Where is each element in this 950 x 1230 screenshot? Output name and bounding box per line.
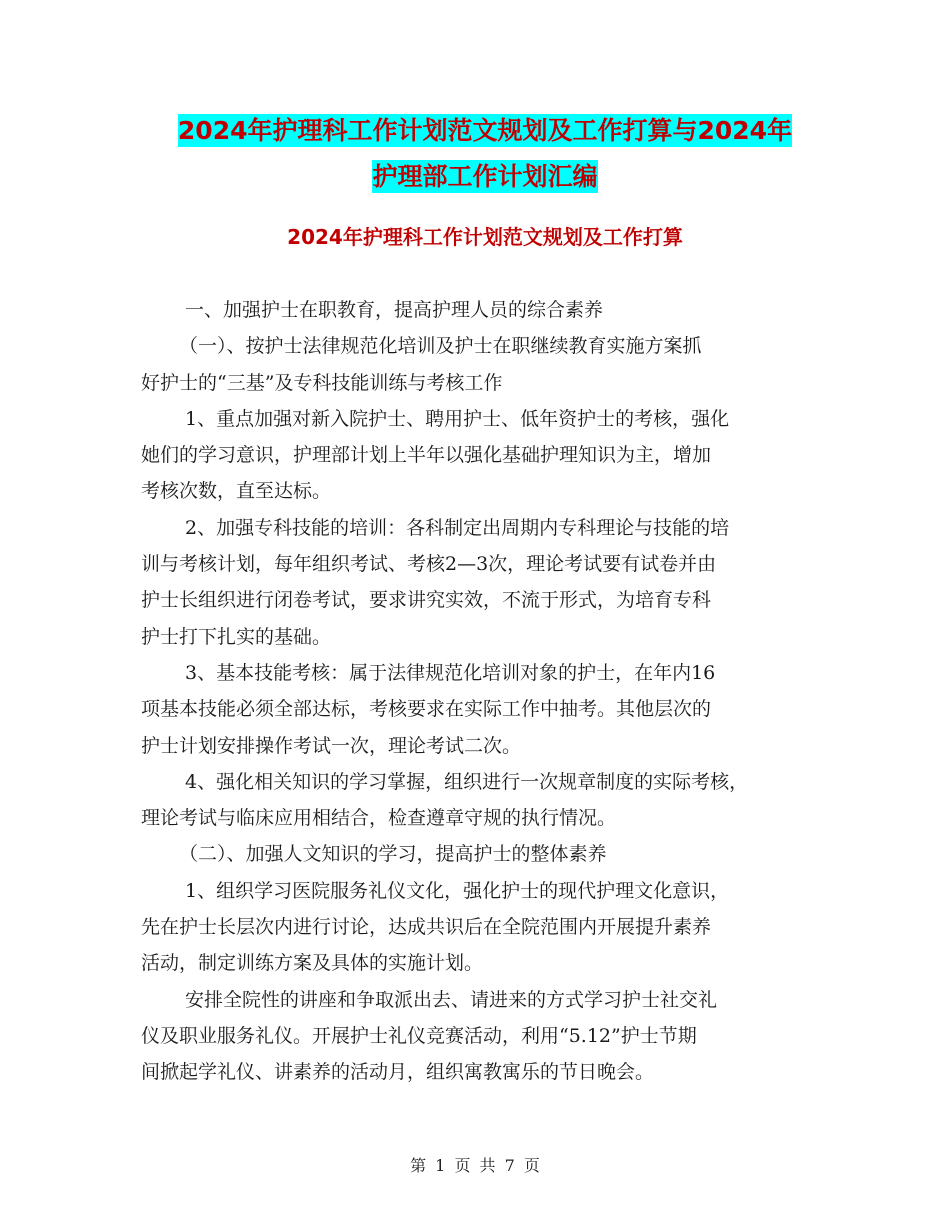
text-line: 间掀起学礼仪、讲素养的活动月，组织寓教寓乐的节日晚会。 [141,1061,655,1084]
text-line: 理论考试与临床应用相结合，检查遵章守规的执行情况。 [141,807,617,830]
text-line: （一）、按护士法律规范化培训及护士在职继续教育实施方案抓 [179,335,702,358]
text-line: 安排全院性的讲座和争取派出去、请进来的方式学习护士社交礼 [185,988,718,1011]
text-line: 一、加强护士在职教育，提高护理人员的综合素养 [185,299,604,321]
text-line: 3、基本技能考核：属于法律规范化培训对象的护士，在年内16 [185,661,716,684]
text-line: 她们的学习意识，护理部计划上半年以强化基础护理知识为主，增加 [141,444,712,467]
document-title [140,108,830,200]
text-line: （二）、加强人文知识的学习，提高护士的整体素养 [179,843,607,866]
text-line: 1、重点加强对新入院护士、聘用护士、低年资护士的考核，强化 [185,407,730,430]
title-line-2: 护理部工作计划汇编 [372,162,598,191]
section-title: 2024年护理科工作计划范文规划及工作打算 [287,225,683,249]
text-line: 训与考核计划，每年组织考试、考核2—3次，理论考试要有试卷并由 [141,553,717,576]
text-line: 考核次数，直至达标。 [141,480,332,503]
body-text [141,292,813,1091]
title-line-1: 2024年护理科工作计划范文规划及工作打算与2024年 [177,116,793,145]
text-line: 好护士的“三基”及专科技能训练与考核工作 [141,371,503,394]
text-line: 项基本技能必须全部达标，考核要求在实际工作中抽考。其他层次的 [141,698,712,721]
text-line: 4、强化相关知识的学习掌握，组织进行一次规章制度的实际考核， [185,770,749,793]
text-line: 护士计划安排操作考试一次，理论考试二次。 [141,734,522,757]
text-line: 仪及职业服务礼仪。开展护士礼仪竞赛活动，利用“5.12”护士节期 [141,1024,697,1047]
text-line: 护士打下扎实的基础。 [141,625,332,648]
text-line: 1、组织学习医院服务礼仪文化，强化护士的现代护理文化意识， [185,879,730,902]
text-line: 活动，制定训练方案及具体的实施计划。 [141,952,484,975]
text-line: 2、加强专科技能的培训：各科制定出周期内专科理论与技能的培 [185,516,730,539]
page-footer: 第 1 页 共 7 页 [410,1156,540,1175]
text-line: 护士长组织进行闭卷考试，要求讲究实效，不流于形式，为培育专科 [141,589,712,612]
text-line: 先在护士长层次内进行讨论，达成共识后在全院范围内开展提升素养 [141,916,712,939]
